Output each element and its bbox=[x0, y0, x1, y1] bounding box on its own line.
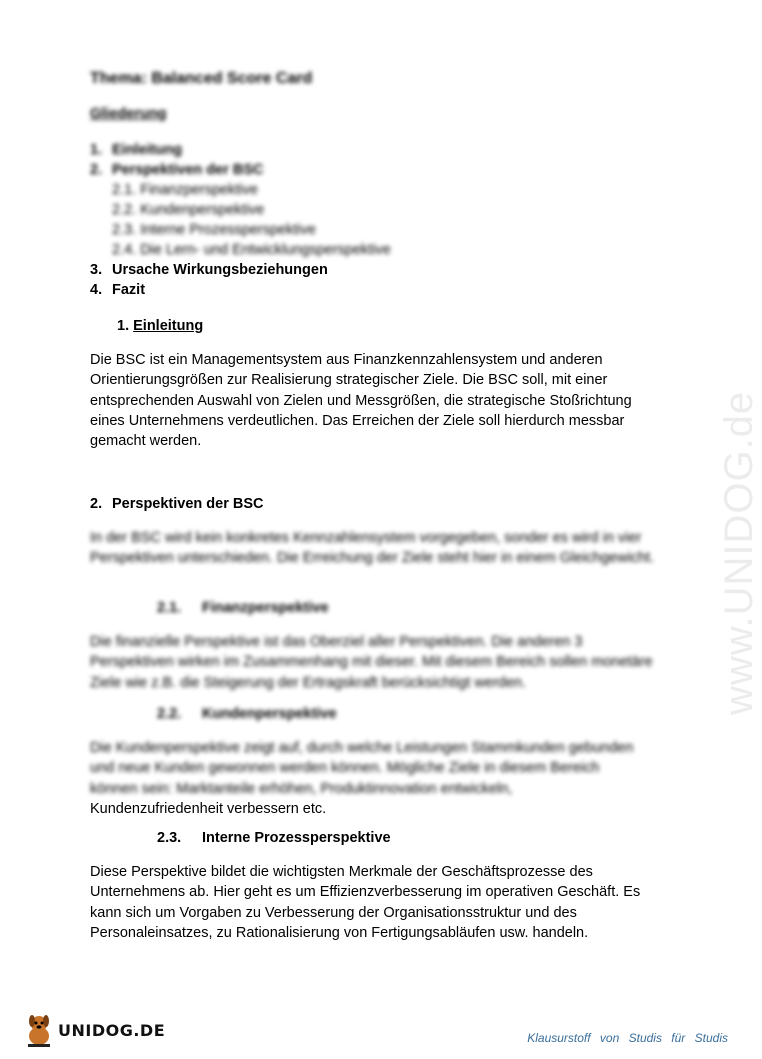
dog-mascot-icon bbox=[22, 1012, 56, 1048]
toc-heading: Gliederung bbox=[90, 106, 167, 122]
section-2-1-heading: 2.1. Finanzperspektive bbox=[157, 600, 329, 616]
toc-item: 1. Einleitung bbox=[90, 142, 183, 158]
section-2-2-line: können sein: Marktanteile erhöhen, Produktinnovation entwickeln, bbox=[90, 780, 513, 797]
section-2-text: In der BSC wird kein konkretes Kennzahlensystem vorgegeben, sonder es wird in vier Perspektiven unterschieden. Die Erreichung der Ziele steht hier in einem Gleichgewicht. bbox=[90, 530, 655, 567]
toc-item: 2. Perspektiven der BSC bbox=[90, 162, 264, 178]
section-2-1-text: Die finanzielle Perspektive ist das Oberziel aller Perspektiven. Die anderen 3 Perspektiven wirken im Zusammenhang mit dieser. Mit diesem Bereich sollen monetäre Ziele wie z.B. die Steigerung der Ertragskraft berücksichtigt werden. bbox=[90, 634, 653, 691]
section-2-3-text: Diese Perspektive bildet die wichtigsten Merkmale der Geschäftsprozesse des Unternehmens ab. Hier geht es um Effizienzverbesserung im operativen Geschäft. Es kann sich um Vorgaben zu Verbesserung der Organisationsstruktur und des Personaleinsatzes, zu Rationalisierung von Fertigungsabläufen usw. handeln. bbox=[90, 864, 641, 941]
toc-subitem: 2.3. Interne Prozessperspektive bbox=[112, 222, 316, 238]
section-2-heading: 2. Perspektiven der BSC bbox=[90, 496, 264, 512]
toc-subitem: 2.4. Die Lern- und Entwicklungsperspektive bbox=[112, 242, 391, 258]
footer-tagline: Klausurstoff von Studis für Studis bbox=[527, 1031, 728, 1045]
toc-subitem: 2.1. Finanzperspektive bbox=[112, 182, 258, 198]
section-2-2-heading: 2.2. Kundenperspektive bbox=[157, 706, 337, 722]
document-title: Thema: Balanced Score Card bbox=[90, 70, 313, 87]
table-of-contents bbox=[90, 140, 391, 300]
toc-item: 4. Fazit bbox=[90, 282, 146, 298]
section-1-text: Die BSC ist ein Managementsystem aus Finanzkennzahlensystem und anderen Orientierungsgrößen zur Realisierung strategischer Ziele. Die BSC soll, mit einer entsprechenden Auswahl von Zielen und Messgrößen, die strategische Stoßrichtung eines Unternehmens verdeutlichen. Das Erreichen der Ziele soll hierdurch messbar gemacht werden. bbox=[90, 352, 632, 450]
toc-item: 3. Ursache Wirkungsbeziehungen bbox=[90, 262, 328, 278]
unidog-logo bbox=[22, 1012, 165, 1048]
section-2-3-heading: 2.3. Interne Prozessperspektive bbox=[157, 830, 391, 846]
section-2-2-line: und neue Kunden gewonnen werden können. Mögliche Ziele in diesem Bereich bbox=[90, 760, 600, 777]
section-2-2-text bbox=[90, 738, 670, 819]
toc-subitem: 2.2. Kundenperspektive bbox=[112, 202, 265, 218]
watermark-text: www.UNIDOG.de bbox=[717, 390, 761, 715]
logo-text: UNIDOG.DE bbox=[58, 1020, 166, 1040]
section-2-2-line: Kundenzufriedenheit verbessern etc. bbox=[90, 800, 327, 817]
section-2-2-line: Die Kundenperspektive zeigt auf, durch welche Leistungen Stammkunden gebunden bbox=[90, 740, 634, 756]
section-1-heading: 1. Einleitung bbox=[117, 318, 204, 334]
